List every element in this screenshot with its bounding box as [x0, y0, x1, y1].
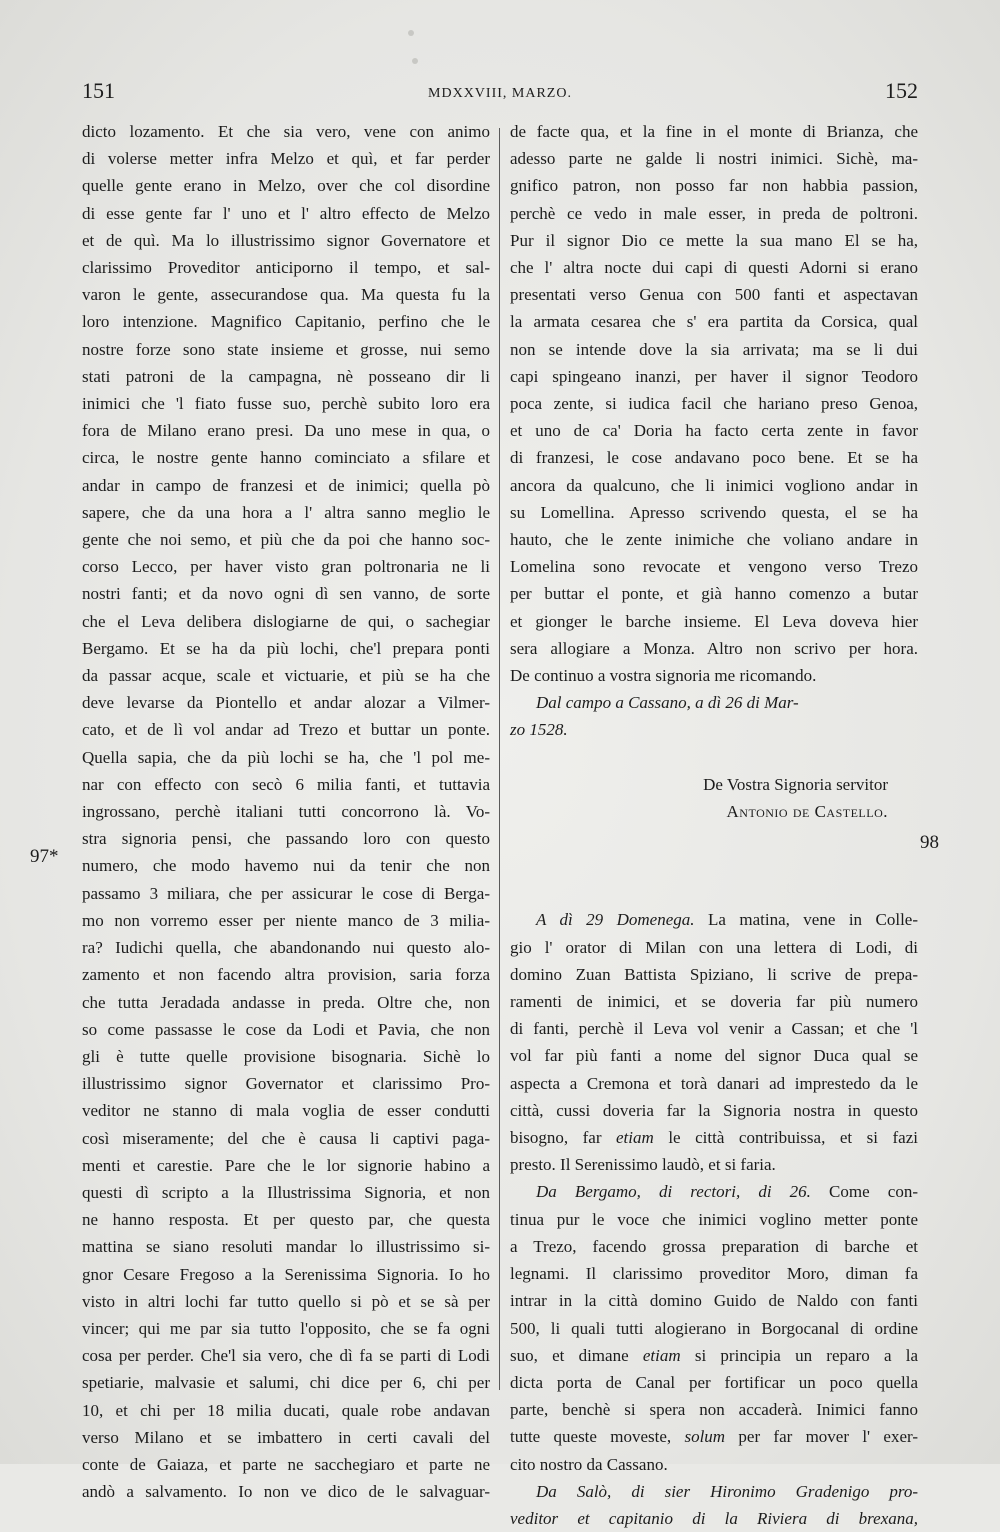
text-line: et gionger le barche insieme. El Leva doveva hier [510, 611, 918, 631]
text-line: circa, le nostre gente hanno cominciato a sfilare et [82, 448, 490, 468]
text-line: sapere, che da una hora a l' altra sanno meglio le [82, 502, 490, 522]
text-line: andò a salvamento. Io non ve dico de le salvaguar- [82, 1482, 490, 1502]
text-line: mattina se siano resoluti mandar lo illustrissimo si- [82, 1237, 490, 1257]
text-line: corso Lecco, per haver visto gran poltronaria ne li [82, 557, 490, 577]
text-line: andar in campo de franzesi et de inimici; quella pò [82, 475, 490, 495]
bergamo-first-line: Da Bergamo, di rectori, di 26. Come con- [536, 1182, 918, 1202]
text-line: nostri fanti; et da novo ogni dì sen vanno, de sorte [82, 584, 490, 604]
text-line: mo non vorremo esser per niente manco de 3 milia- [82, 910, 490, 930]
bergamo-last-line: cito nostro da Cassano. [510, 1454, 668, 1474]
text-line: loro intenzione. Magnifico Capitanio, perfino che le [82, 312, 490, 332]
text-line: ingrossano, perchè italiani tutti concorrono là. Vo- [82, 802, 490, 822]
text-line: a Trezo, facendo grossa preparation di barche et [510, 1236, 918, 1256]
text-line: da passar acque, scale et victuarie, et più se ha che [82, 666, 490, 686]
signature-name: Antonio de Castello. [726, 802, 888, 822]
dateline: Dal campo a Cassano, a dì 26 di Mar- [536, 693, 799, 713]
text-line: conte de Gaiaza, et parte ne sacchegiaro et parte ne [82, 1454, 490, 1474]
salo-heading-line-2: veditor et capitanio di la Riviera di brexana, [510, 1508, 918, 1528]
text-line: legnami. Il clarissimo proveditor Moro, diman fa [510, 1264, 918, 1284]
text-line: città, cussi doveria far la Signoria nostra in questo [510, 1100, 918, 1120]
text-line: la armata cesarea che s' era partita da Corsica, qual [510, 312, 918, 332]
text-line: fora de Milano erano presi. Da uno mese in qua, o [82, 421, 490, 441]
text-line: di esse gente far l' uno et l' altro effecto de Melzo [82, 203, 490, 223]
column-divider [499, 128, 500, 1390]
spacer [510, 825, 918, 879]
text-line: illustrissimo signor Governator et clarissimo Pro- [82, 1074, 490, 1094]
text-line: che tutta Jeradada andasse in preda. Oltre che, non [82, 992, 490, 1012]
text-line: passamo 3 miliara, che per assicurar le cose di Berga- [82, 883, 490, 903]
text-line: hauto, che le zente inimiche che voliano andare in [510, 530, 918, 550]
running-header [82, 78, 918, 112]
left-column [82, 118, 490, 1505]
text-line: cato, et de lì vol andar ad Trezo et buttar un ponte. [82, 720, 490, 740]
bergamo-solum-line: tutte queste moveste, solum per far mover l' exer- [510, 1427, 918, 1447]
entry-29-last-line: presto. Il Serenissimo laudò, et si faria. [510, 1155, 776, 1175]
text-line: Pur il signor Dio ce mette la sua mano El se ha, [510, 230, 918, 250]
text-line: so come passasse le cose da Lodi et Pavia, che non [82, 1019, 490, 1039]
text-line: verso Milano et se imbattero in certi cavali del [82, 1427, 490, 1447]
entry-29-heading: A dì 29 Domenega. [536, 910, 695, 930]
text-line: gnifico patron, non posso far non habbia passion, [510, 176, 918, 196]
text-line: 10, et chi per 18 milia ducati, quale robe andavan [82, 1400, 490, 1420]
text-line: spetiarie, malvasie et salumi, chi dice per 6, chi per [82, 1373, 490, 1393]
right-column [510, 118, 918, 1532]
text-line: et uno de ca' Doria ha facto certa zente in favor [510, 421, 918, 441]
text-line: nar con effecto con secò 6 milia fanti, et tuttavia [82, 774, 490, 794]
dateline-continued: zo 1528. [510, 720, 568, 740]
bergamo-etiam-line: suo, et dimane etiam si principia un reparo a la [510, 1345, 918, 1365]
text-line: de facte qua, et la fine in el monte di Brianza, che [510, 122, 918, 141]
signature-line: De Vostra Signoria servitor [703, 774, 888, 794]
text-line: dicto lozamento. Et che sia vero, vene con animo [82, 122, 490, 141]
text-line: di fanti, perchè il Leva vol venir a Cassan; et che 'l [510, 1019, 918, 1039]
entry-29-etiam-line: bisogno, far etiam le città contribuissa, et si fazi [510, 1128, 918, 1148]
text-line: gente che noi semo, et più che da poi che hanno soc- [82, 530, 490, 550]
paper-speck [408, 30, 414, 36]
text-line: stra signoria pensi, che passando loro con questo [82, 829, 490, 849]
text-line: De continuo a vostra signoria me ricomando. [510, 666, 817, 686]
text-line: ramenti de inimici, et se doveria far più numero [510, 992, 918, 1012]
text-line: et de quì. Ma lo illustrissimo signor Governatore et [82, 230, 490, 250]
text-line: aspecta a Cremona et torà danari ad imprestedo da le [510, 1073, 918, 1093]
page-number-right: 152 [885, 78, 918, 103]
spacer [510, 879, 918, 906]
text-line: numero, che modo havemo nui da tenir che non [82, 856, 490, 876]
text-line: presentati verso Genua con 500 fanti et aspectavan [510, 285, 918, 305]
text-line: varon le gente, assecurandose qua. Ma questa fu la [82, 285, 490, 305]
text-line: stati patroni de la campagna, nè posseano dir li [82, 366, 490, 386]
text-line: perchè ce vedo in male esser, in preda de poltroni. [510, 203, 918, 223]
text-line: inimici che 'l fiato fusse suo, perchè subito loro era [82, 394, 490, 414]
text-line: così miseramente; del che è causa li captivi paga- [82, 1128, 490, 1148]
text-line: sera allogiare a Monza. Altro non scrivo per hora. [510, 638, 918, 658]
text-line: di franzesi, le cose andavano poco bene. Et se ha [510, 448, 918, 468]
text-line: che l' altra nocte dui capi di questi Adorni si erano [510, 258, 918, 278]
text-line: menti et carestie. Pare che le lor signorie habino a [82, 1155, 490, 1175]
text-line: ra? Iudichi quella, che abandonando nui questo alo- [82, 938, 490, 958]
text-line: parte, benchè si spera non accaderà. Inimici fanno [510, 1400, 918, 1420]
spacer [510, 744, 918, 771]
paper-speck [412, 58, 418, 64]
text-line: zamento et non facendo altra provision, saria forza [82, 965, 490, 985]
margin-note-right: 98 [920, 832, 939, 853]
text-line: cosa per perder. Che'l sia vero, che dì fa se parti di Lodi [82, 1346, 490, 1366]
running-title: MDXXVIII, MARZO. [428, 86, 572, 101]
text-line: su Lomellina. Apresso scrivendo questa, el se ha [510, 502, 918, 522]
text-line: che el Leva delibera dislogiarne de qui, o sachegiar [82, 611, 490, 631]
text-line: ancora da qualcuno, che li inimici vogliono andar in [510, 475, 918, 495]
text-line: visto in altri lochi far tutto quello si pò et se sà per [82, 1291, 490, 1311]
bergamo-heading: Da Bergamo, di rectori, di 26. [536, 1182, 811, 1202]
text-line: poca zente, si iudica facil che hariano preso Genoa, [510, 394, 918, 414]
margin-note-left: 97* [30, 846, 59, 867]
text-line: gio l' orator di Milan con una lettera di Lodi, di [510, 937, 918, 957]
entry-29-first-line: A dì 29 Domenega. La matina, vene in Colle- [536, 910, 918, 930]
text-line: Quella sapia, che da più lochi se ha, che 'l pol me- [82, 747, 490, 767]
text-line: di volerse metter infra Melzo et quì, et far perder [82, 149, 490, 169]
bergamo-text [510, 1206, 918, 1342]
text-line: questi dì scripto a la Illustrissima Signoria, et non [82, 1182, 490, 1202]
text-line: deve levarse da Piontello et andar alozar a Vilmer- [82, 693, 490, 713]
text-line: tinua pur le voce che inimici voglino metter ponte [510, 1209, 918, 1229]
text-line: dicta porta de Canal per fortificar un poco quella [510, 1372, 918, 1392]
text-line: gnor Cesare Fregoso a la Serenissima Signoria. Io ho [82, 1264, 490, 1284]
text-line: non se intende dove la sia arrivata; ma se li dui [510, 339, 918, 359]
entry-29-text [510, 934, 918, 1124]
text-line: ne hanno resposta. Et per questo par, che questa [82, 1210, 490, 1230]
letter-text [510, 118, 918, 689]
text-line: 500, li quali tutti alogierano in Borgocanal di ordine [510, 1318, 918, 1338]
salo-heading-line: Da Salò, di sier Hironimo Gradenigo pro- [536, 1481, 918, 1501]
text-line: per buttar el ponte, et già hanno comenzo a butar [510, 584, 918, 604]
text-line: gli è tutte quelle provisione bisognaria. Sichè lo [82, 1046, 490, 1066]
text-line: clarissimo Proveditor anticiporno il tempo, et sal- [82, 258, 490, 278]
page-number-left: 151 [82, 78, 115, 103]
text-line: veditor ne stanno di mala voglia de esser condutti [82, 1101, 490, 1121]
text-line: domino Zuan Battista Spiziano, li scrive de prepa- [510, 964, 918, 984]
text-line: capi spingeano inanzi, per haver il signor Teodoro [510, 366, 918, 386]
bergamo-text-continued [510, 1369, 918, 1423]
text-line: adesso parte ne galde li nostri inimici. Sichè, ma- [510, 149, 918, 169]
text-line: intrar in la città domino Guido de Naldo con fanti [510, 1291, 918, 1311]
text-line: quelle gente erano in Melzo, over che col disordine [82, 176, 490, 196]
text-line: Lomelina sono revocate et vengono verso Trezo [510, 557, 918, 577]
text-line: vincer; qui me par sia tutto l'opposito, che se fa ogni [82, 1318, 490, 1338]
text-line: vol far più fanti a nome del signor Duca qual se [510, 1046, 918, 1066]
text-line: Bergamo. Et se ha da più lochi, che'l prepara ponti [82, 638, 490, 658]
text-line: nostre forze sono state insieme et grosse, nui semo [82, 339, 490, 359]
